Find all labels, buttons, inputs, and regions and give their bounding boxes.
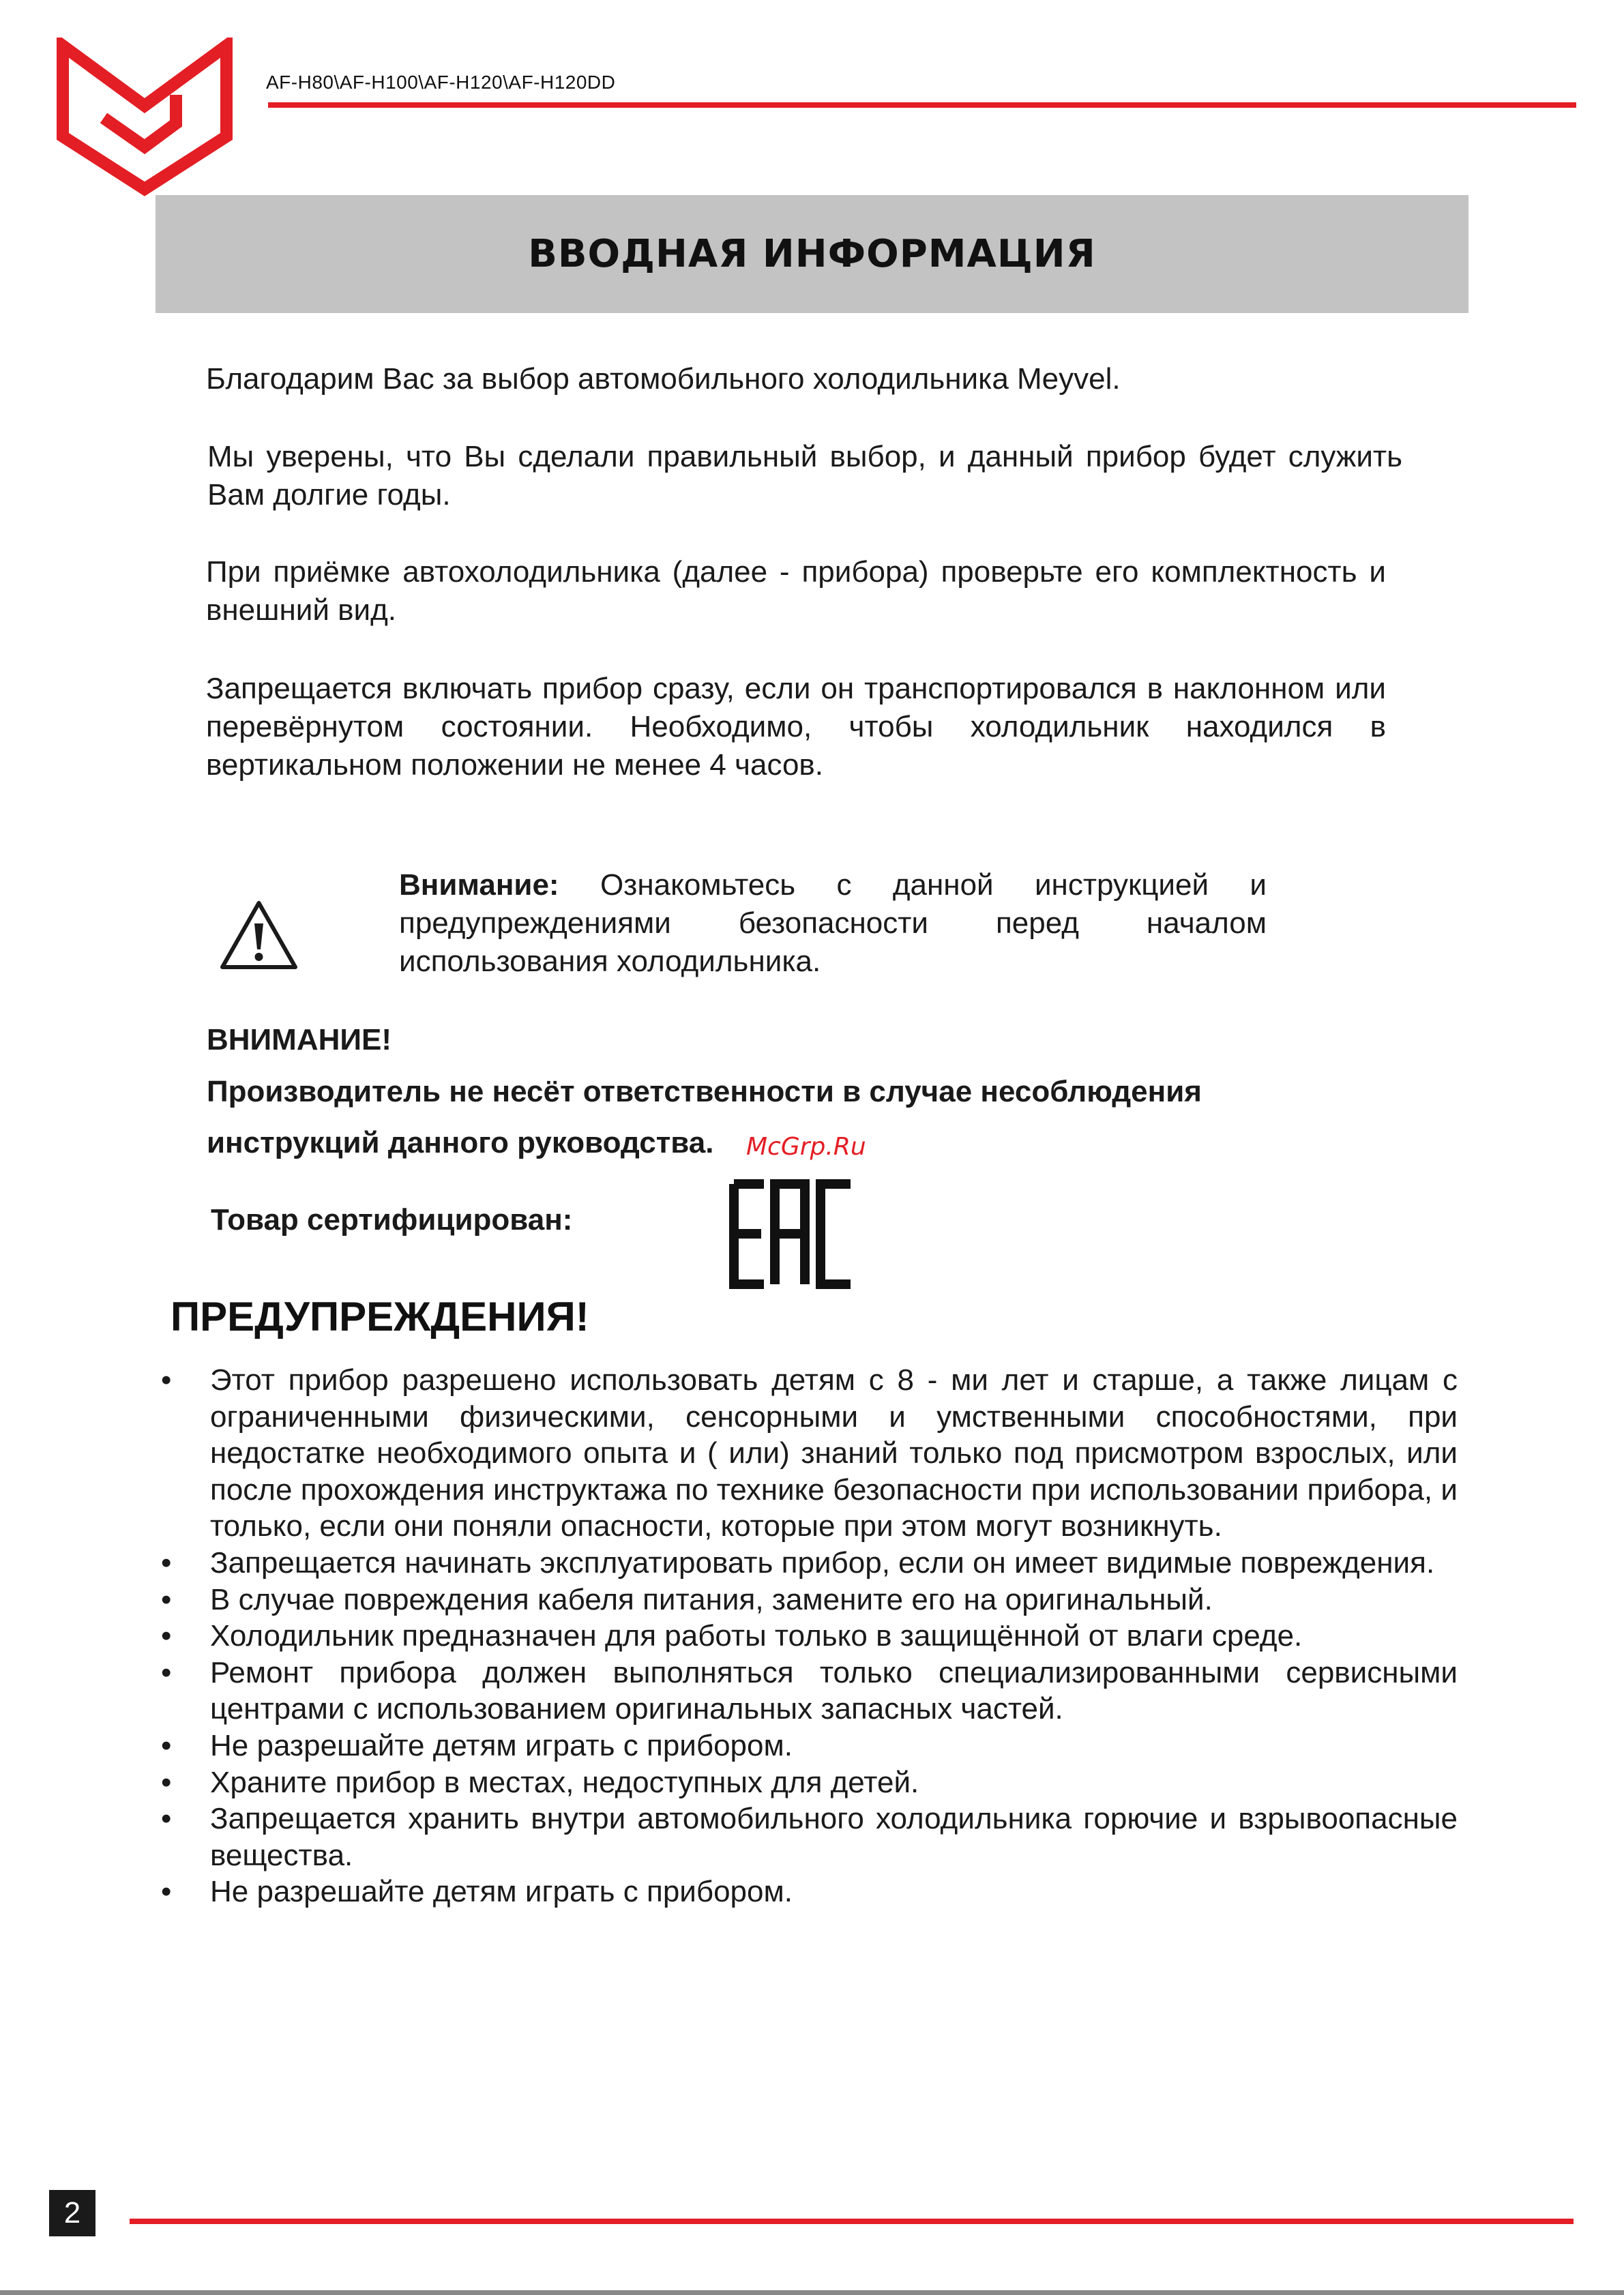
bullet: •	[161, 1619, 172, 1653]
bullet: •	[161, 1582, 172, 1616]
certification-label: Товар сертифицирован:	[211, 1203, 573, 1237]
page-bottom-edge	[0, 2290, 1624, 2295]
brand-logo-icon	[55, 38, 235, 198]
bullet: •	[161, 1545, 172, 1580]
list-item	[158, 1874, 1458, 1910]
warning-triangle-icon	[220, 900, 298, 970]
footer-rule	[130, 2219, 1574, 2224]
intro-paragraph-acceptance: При приёмке автохолодильника (далее - прибора) проверьте его комплектность и внешний вид.	[206, 555, 1386, 627]
bullet: •	[161, 1875, 172, 1909]
warning-text: В случае повреждения кабеля питания, замените его на оригинальный.	[210, 1582, 1213, 1616]
intro-paragraph-thanks: Благодарим Вас за выбор автомобильного холодильника Meyvel.	[206, 362, 1121, 396]
list-item	[158, 1655, 1458, 1728]
title-banner	[156, 195, 1468, 313]
bullet: •	[161, 1802, 172, 1836]
list-item	[158, 1362, 1458, 1545]
liability-line-2: инструкций данного руководства.	[207, 1126, 714, 1159]
warning-text: Запрещается начинать эксплуатировать прибор, если он имеет видимые повреждения.	[210, 1545, 1435, 1580]
page-number: 2	[49, 2190, 95, 2236]
bullet: •	[161, 1655, 172, 1689]
bullet: •	[161, 1363, 172, 1397]
bullet: •	[161, 1765, 172, 1799]
header-rule	[268, 102, 1576, 108]
list-item	[158, 1618, 1458, 1655]
warning-text: Запрещается хранить внутри автомобильного холодильника горючие и взрывоопасные вещества.	[210, 1802, 1458, 1872]
warning-text: Храните прибор в местах, недоступных для детей.	[210, 1765, 919, 1799]
page-title: ВВОДНАЯ ИНФОРМАЦИЯ	[528, 232, 1096, 276]
warning-text: Не разрешайте детям играть с прибором.	[210, 1875, 793, 1909]
model-line: AF-H80\AF-H100\AF-H120\AF-H120DD	[266, 72, 616, 93]
warning-text: Ремонт прибора должен выполняться только специализированными сервисными центрами с использованием оригинальных запасных частей.	[210, 1655, 1458, 1726]
warning-text: Этот прибор разрешено использовать детям с 8 - ми лет и старше, а также лицам с ограниченными физическими, сенсорными и умственными способностями, при недостатке необходимого опыта и ( или) знаний только под присмотром взрослых, или после прохождения инструктажа по технике безопасности при использовании прибора, и только, если они поняли опасности, которые при этом могут возникнуть.	[210, 1363, 1458, 1543]
bullet: •	[161, 1728, 172, 1762]
warnings-title: ПРЕДУПРЕЖДЕНИЯ!	[171, 1294, 589, 1339]
warning-text: Холодильник предназначен для работы только в защищённой от влаги среде.	[210, 1619, 1303, 1653]
warnings-list	[158, 1362, 1458, 1910]
attention-label: Внимание:	[399, 868, 559, 902]
warning-text: Не разрешайте детям играть с прибором.	[210, 1728, 793, 1762]
list-item	[158, 1728, 1458, 1764]
intro-paragraph-transport: Запрещается включать прибор сразу, если он транспортировался в наклонном или перевёрнутом состоянии. Необходимо, чтобы холодильник находился в вертикальном положении не менее 4 часов.	[206, 672, 1386, 782]
list-item	[158, 1545, 1458, 1582]
notice-heading: ВНИМАНИЕ!	[207, 1023, 392, 1056]
liability-line-1: Производитель не несёт ответственности в случае несоблюдения	[207, 1075, 1202, 1108]
watermark: McGrp.Ru	[746, 1133, 866, 1161]
attention-text: Ознакомьтесь с данной инструкцией и предупреждениями безопасности перед началом использования холодильника.	[399, 868, 1267, 978]
eac-certification-mark-icon	[728, 1179, 856, 1290]
list-item	[158, 1582, 1458, 1618]
list-item	[158, 1764, 1458, 1801]
attention-note	[399, 866, 1267, 981]
list-item	[158, 1801, 1458, 1874]
intro-paragraph-confidence: Мы уверены, что Вы сделали правильный выбор, и данный прибор будет служить Вам долгие годы.	[207, 440, 1402, 512]
